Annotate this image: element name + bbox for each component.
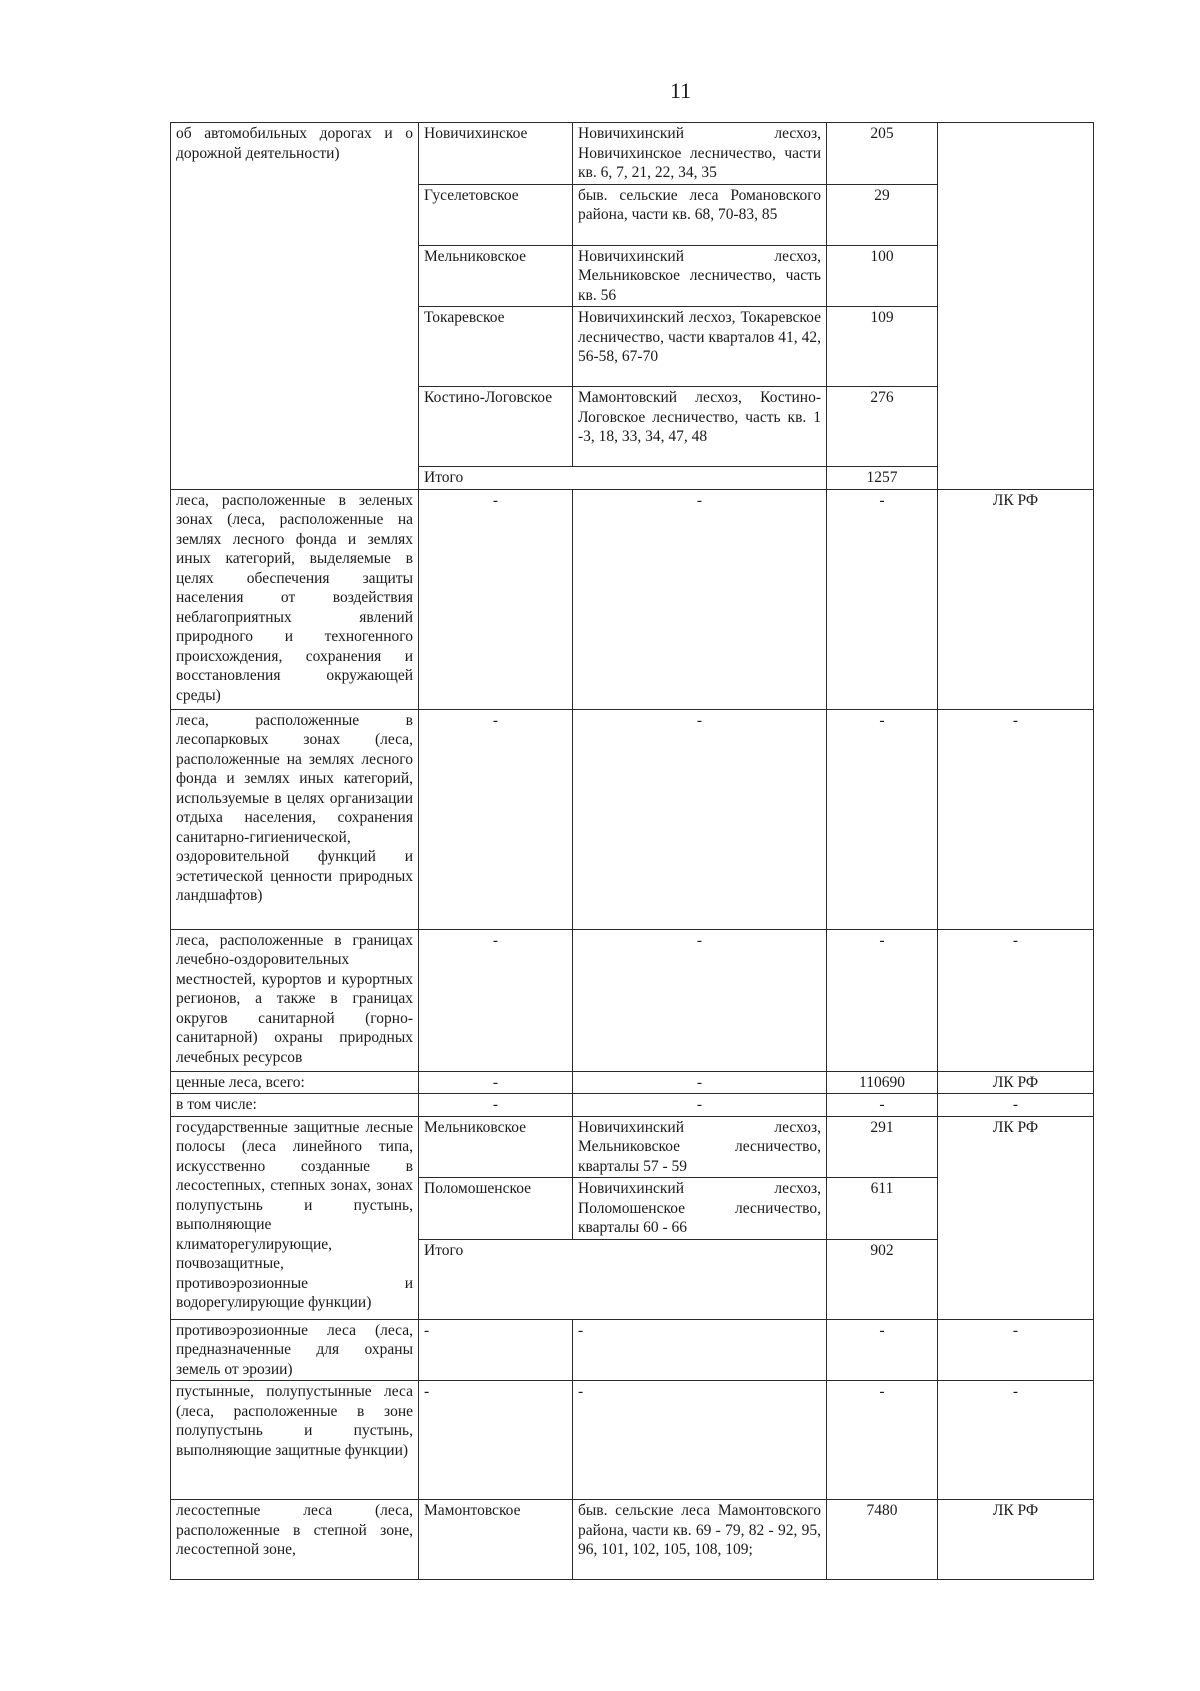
location-cell: Новичихинский лесхоз, Мельниковское лесничество, кварталы 57 - 59	[573, 1116, 827, 1178]
table-row	[171, 1094, 1094, 1117]
category-cell: ценные леса, всего:	[171, 1071, 419, 1094]
location-cell: Мамонтовский лесхоз, Костино-Логовское лесничество, часть кв. 1 -3, 18, 33, 34, 47, 48	[573, 387, 827, 467]
district-cell: -	[419, 1381, 573, 1500]
area-cell: 109	[827, 307, 938, 387]
location-cell: -	[573, 1071, 827, 1094]
district-cell: Поломошенское	[419, 1178, 573, 1240]
basis-cell: -	[938, 1319, 1094, 1381]
basis-cell: ЛК РФ	[938, 1500, 1094, 1580]
total-label-cell: Итого	[419, 1239, 827, 1319]
district-cell: -	[419, 929, 573, 1071]
table-row	[171, 1319, 1094, 1381]
location-cell: -	[573, 1319, 827, 1381]
category-cell: об автомобильных дорогах и о дорожной деятельности)	[171, 123, 419, 490]
location-cell: -	[573, 489, 827, 709]
forest-protection-table	[170, 122, 1094, 1580]
district-cell: Гуселетовское	[419, 184, 573, 245]
area-cell: 276	[827, 387, 938, 467]
location-cell: быв. сельские леса Романовского района, части кв. 68, 70-83, 85	[573, 184, 827, 245]
basis-cell: -	[938, 1381, 1094, 1500]
category-cell: в том числе:	[171, 1094, 419, 1117]
category-cell: леса, расположенные в границах лечебно-оздоровительных местностей, курортов и курортных регионов, а также в границах округов санитарной (горно-санитарной) охраны природных лечебных ресурсов	[171, 929, 419, 1071]
district-cell: -	[419, 1071, 573, 1094]
area-cell: -	[827, 709, 938, 929]
district-cell: Мельниковское	[419, 245, 573, 307]
basis-cell: -	[938, 929, 1094, 1071]
category-cell: государственные защитные лесные полосы (леса линейного типа, искусственно созданные в лесостепных, степных зонах, зонах полупустынь и пустынь, выполняющие климаторегулирующие, почвозащитные, противоэрозионные и водорегулирующие функции)	[171, 1116, 419, 1319]
page-number: 11	[670, 78, 692, 103]
area-cell: -	[827, 489, 938, 709]
area-cell: 902	[827, 1239, 938, 1319]
location-cell: -	[573, 1381, 827, 1500]
district-cell: Токаревское	[419, 307, 573, 387]
district-cell: Костино-Логовское	[419, 387, 573, 467]
area-cell: 205	[827, 123, 938, 185]
area-cell: 110690	[827, 1071, 938, 1094]
category-cell: пустынные, полупустынные леса (леса, расположенные в зоне полупустынь и пустынь, выполняющие защитные функции)	[171, 1381, 419, 1500]
location-cell: -	[573, 709, 827, 929]
area-cell: 1257	[827, 467, 938, 490]
category-cell: лесостепные леса (леса, расположенные в степной зоне, лесостепной зоне,	[171, 1500, 419, 1580]
area-cell: 100	[827, 245, 938, 307]
category-cell: противоэрозионные леса (леса, предназначенные для охраны земель от эрозии)	[171, 1319, 419, 1381]
district-cell: Мельниковское	[419, 1116, 573, 1178]
location-cell: -	[573, 1094, 827, 1117]
basis-cell: -	[938, 1094, 1094, 1117]
category-cell: леса, расположенные в лесопарковых зонах (леса, расположенные на землях лесного фонда и землях иных категорий, используемые в целях организации отдыха населения, сохранения санитарно-гигиенической, оздоровительной функций и эстетической ценности природных ландшафтов)	[171, 709, 419, 929]
area-cell: 29	[827, 184, 938, 245]
basis-cell: ЛК РФ	[938, 489, 1094, 709]
basis-cell: ЛК РФ	[938, 1116, 1094, 1319]
area-cell: 291	[827, 1116, 938, 1178]
area-cell: 7480	[827, 1500, 938, 1580]
district-cell: Мамонтовское	[419, 1500, 573, 1580]
location-cell: Новичихинский лесхоз, Поломошенское лесничество, кварталы 60 - 66	[573, 1178, 827, 1240]
table-row	[171, 929, 1094, 1071]
district-cell: -	[419, 1094, 573, 1117]
location-cell: -	[573, 929, 827, 1071]
area-cell: -	[827, 1094, 938, 1117]
area-cell: -	[827, 929, 938, 1071]
area-cell: -	[827, 1381, 938, 1500]
table-row	[171, 1500, 1094, 1580]
area-cell: -	[827, 1319, 938, 1381]
table-row	[171, 1381, 1094, 1500]
table-row	[171, 709, 1094, 929]
basis-cell: ЛК РФ	[938, 1071, 1094, 1094]
table-row	[171, 1071, 1094, 1094]
district-cell: -	[419, 489, 573, 709]
area-cell: 611	[827, 1178, 938, 1240]
basis-cell	[938, 123, 1094, 490]
table-row	[171, 123, 1094, 185]
basis-cell: -	[938, 709, 1094, 929]
district-cell: -	[419, 709, 573, 929]
district-cell: -	[419, 1319, 573, 1381]
district-cell: Новичихинское	[419, 123, 573, 185]
location-cell: быв. сельские леса Мамонтовского района, части кв. 69 - 79, 82 - 92, 95, 96, 101, 102, 105, 108, 109;	[573, 1500, 827, 1580]
table-row	[171, 1116, 1094, 1178]
total-label-cell: Итого	[419, 467, 827, 490]
category-cell: леса, расположенные в зеленых зонах (леса, расположенные на землях лесного фонда и землях иных категорий, выделяемые в целях обеспечения защиты населения от воздействия неблагоприятных явлений природного и техногенного происхождения, сохранения и восстановления окружающей среды)	[171, 489, 419, 709]
location-cell: Новичихинский лесхоз, Токаревское лесничество, части кварталов 41, 42, 56-58, 67-70	[573, 307, 827, 387]
location-cell: Новичихинский лесхоз, Мельниковское лесничество, часть кв. 56	[573, 245, 827, 307]
table-row	[171, 489, 1094, 709]
location-cell: Новичихинский лесхоз, Новичихинское лесничество, части кв. 6, 7, 21, 22, 34, 35	[573, 123, 827, 185]
